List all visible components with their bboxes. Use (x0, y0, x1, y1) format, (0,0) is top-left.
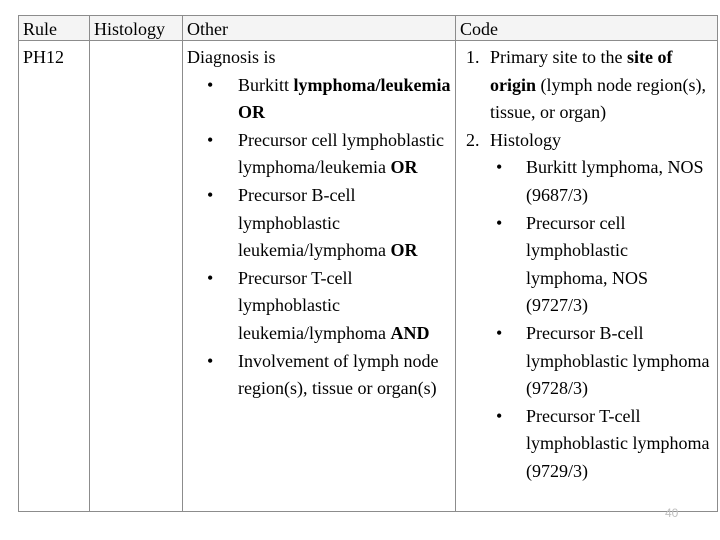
diagnosis-list (187, 72, 451, 403)
diagnosis-item-text: Burkitt (238, 74, 294, 95)
diagnosis-item (187, 265, 451, 348)
code-item-primary-site (460, 44, 713, 127)
diagnosis-item (187, 127, 451, 182)
code-cell (456, 41, 718, 512)
histology-cell (90, 41, 183, 512)
histology-code-item: • Precursor B-cell lymphoblastic lymphoma (9728/3) (490, 320, 713, 403)
diagnosis-item-bold: OR (390, 157, 418, 178)
rule-id-cell: PH12 (19, 41, 90, 512)
histology-code-item: • Precursor cell lymphoblastic lymphoma, NOS (9727/3) (490, 210, 713, 320)
histology-code-item: • Burkitt lymphoma, NOS (9687/3) (490, 154, 713, 209)
code-item-text: Primary site to the (490, 47, 627, 67)
diagnosis-item-bold: AND (390, 322, 430, 343)
page-number: 40 (665, 506, 679, 520)
header-other: Other (183, 16, 456, 41)
header-row (19, 16, 718, 41)
diagnosis-item-bold: lymphoma/leukemia OR (238, 74, 451, 123)
code-item-text-after: (lymph node region(s), tissue, or organ) (490, 74, 706, 123)
diagnosis-item (187, 348, 451, 403)
diagnosis-item (187, 72, 451, 127)
code-item-bold: site of origin (490, 47, 673, 95)
other-cell (183, 41, 456, 512)
code-list (460, 44, 713, 486)
diagnosis-item-text: Precursor T-cell lymphoblastic leukemia/lymphoma (238, 267, 391, 343)
diagnosis-item-text: Involvement of lymph node region(s), tissue or organ(s) (238, 350, 439, 399)
diagnosis-item-text: Precursor B-cell lymphoblastic leukemia/lymphoma (238, 184, 391, 261)
header-rule: Rule (19, 16, 90, 41)
code-item-histology (460, 127, 713, 486)
rules-table (18, 15, 718, 512)
histology-code-list (490, 154, 713, 485)
table-row (19, 41, 718, 512)
diagnosis-item-bold: OR (390, 240, 418, 261)
diagnosis-item-text: Precursor cell lymphoblastic lymphoma/leukemia (238, 129, 444, 178)
code-item-number: 1. (466, 47, 480, 67)
header-code: Code (456, 16, 718, 41)
header-histology: Histology (90, 16, 183, 41)
histology-code-item: • Precursor T-cell lymphoblastic lymphoma (9729/3) (490, 403, 713, 486)
code-item-number: 2. (466, 129, 480, 150)
diagnosis-intro: Diagnosis is (187, 47, 276, 67)
diagnosis-item (187, 182, 451, 265)
code-item-text: Histology (490, 129, 562, 150)
